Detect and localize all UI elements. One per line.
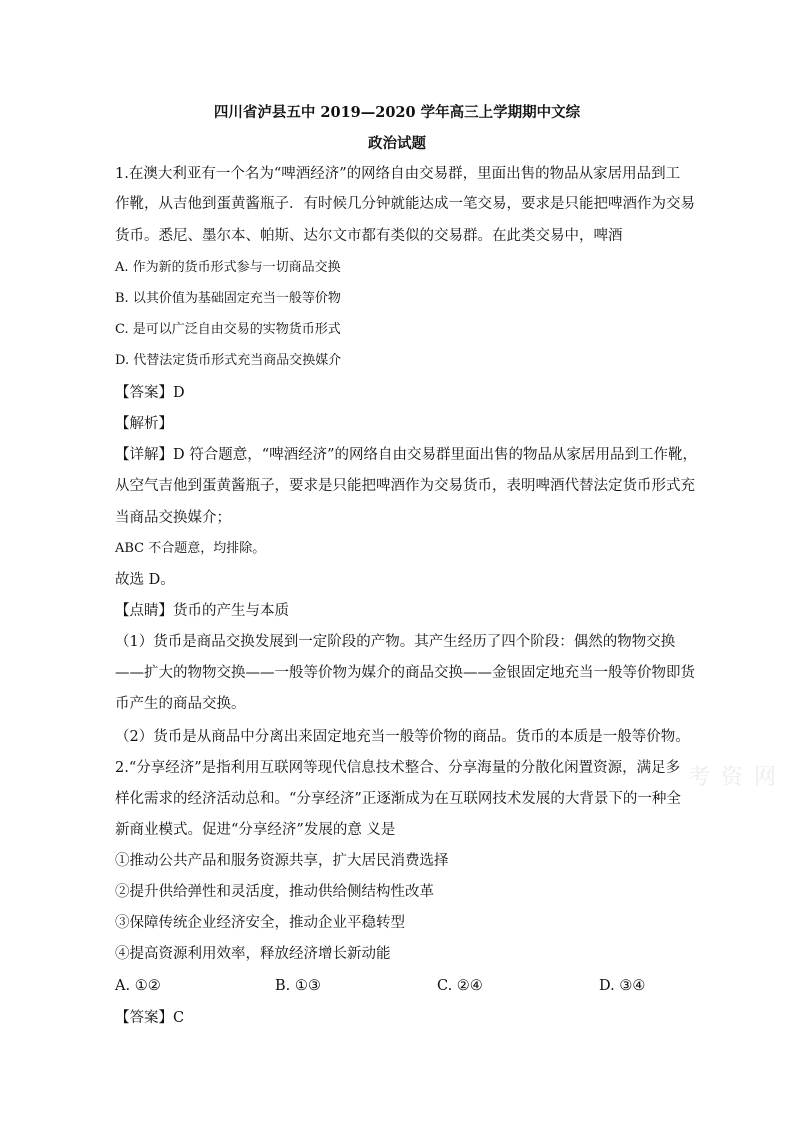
q2-option-a: A. ①② (115, 978, 161, 994)
q1-option-a: A. 作为新的货币形式参与一切商品交换 (115, 260, 341, 275)
q1-analysis-heading: 【解析】 (115, 416, 173, 432)
q2-item: ②提升供给弹性和灵活度，推动供给侧结构性改革 (115, 884, 434, 900)
q1-detail-line: 故选 D。 (115, 572, 175, 588)
q2-item: ④提高资源利用效率，释放经济增长新动能 (115, 946, 391, 962)
q2-stem-line: 2.“分享经济”是指利用互联网等现代信息技术整合、分享海量的分散化闲置资源，满足多 (115, 760, 681, 776)
q1-option-c: C. 是可以广泛自由交易的实物货币形式 (115, 322, 341, 337)
q1-answer: 【答案】D (115, 385, 185, 401)
q1-stem-line: 货币。悉尼、墨尔本、帕斯、达尔文市都有类似的交易群。在此类交易中，啤酒 (115, 228, 623, 244)
q2-item: ③保障传统企业经济安全，推动企业平稳转型 (115, 915, 405, 931)
q2-option-c: C. ②④ (437, 978, 483, 994)
q1-detail-line: 当商品交换媒介； (115, 510, 231, 526)
q2-option-b: B. ①③ (275, 978, 321, 994)
q1-option-b: B. 以其价值为基础固定充当一般等价物 (115, 291, 341, 306)
watermark: 考 资 网 (688, 765, 778, 790)
document-subtitle: 政治试题 (368, 135, 426, 152)
q1-stem-line: 1.在澳大利亚有一个名为“啤酒经济”的网络自由交易群，里面出售的物品从家居用品到工 (115, 166, 681, 182)
q1-key-line: （2）货币是从商品中分离出来固定地充当一般等价物的商品。货币的本质是一般等价物。 (115, 729, 690, 745)
q1-key-line: 币产生的商品交换。 (115, 696, 246, 712)
q1-option-d: D. 代替法定货币形式充当商品交换媒介 (115, 353, 342, 368)
q1-detail-line: 从空气吉他到蛋黄酱瓶子，要求是只能把啤酒作为交易货币，表明啤酒代替法定货币形式充 (115, 478, 695, 494)
document-title: 四川省泸县五中 2019—2020 学年高三上学期期中文综 (213, 104, 581, 121)
q2-option-d: D. ③④ (599, 978, 646, 994)
q1-stem-line: 作靴，从吉他到蛋黄酱瓶子．有时候几分钟就能达成一笔交易，要求是只能把啤酒作为交易 (115, 196, 695, 212)
q2-stem-line: 样化需求的经济活动总和。“分享经济”正逐渐成为在互联网技术发展的大背景下的一种全 (115, 791, 681, 807)
q1-detail-line: 【详解】D 符合题意，“啤酒经济”的网络自由交易群里面出售的物品从家居用品到工作靴， (115, 447, 698, 463)
q1-key-line: ——扩大的物物交换——一般等价物为媒介的商品交换——金银固定地充当一般等价物即货 (115, 665, 695, 681)
q2-answer: 【答案】C (115, 1010, 185, 1026)
q2-item: ①推动公共产品和服务资源共享，扩大居民消费选择 (115, 853, 449, 869)
q2-stem-line: 新商业模式。促进“分享经济”发展的意 义是 (115, 822, 396, 838)
q1-detail-line: ABC 不合题意，均排除。 (115, 541, 266, 556)
q1-key-heading: 【点睛】货币的产生与本质 (115, 603, 289, 619)
q1-key-line: （1）货币是商品交换发展到一定阶段的产物。其产生经历了四个阶段：偶然的物物交换 (115, 634, 676, 650)
